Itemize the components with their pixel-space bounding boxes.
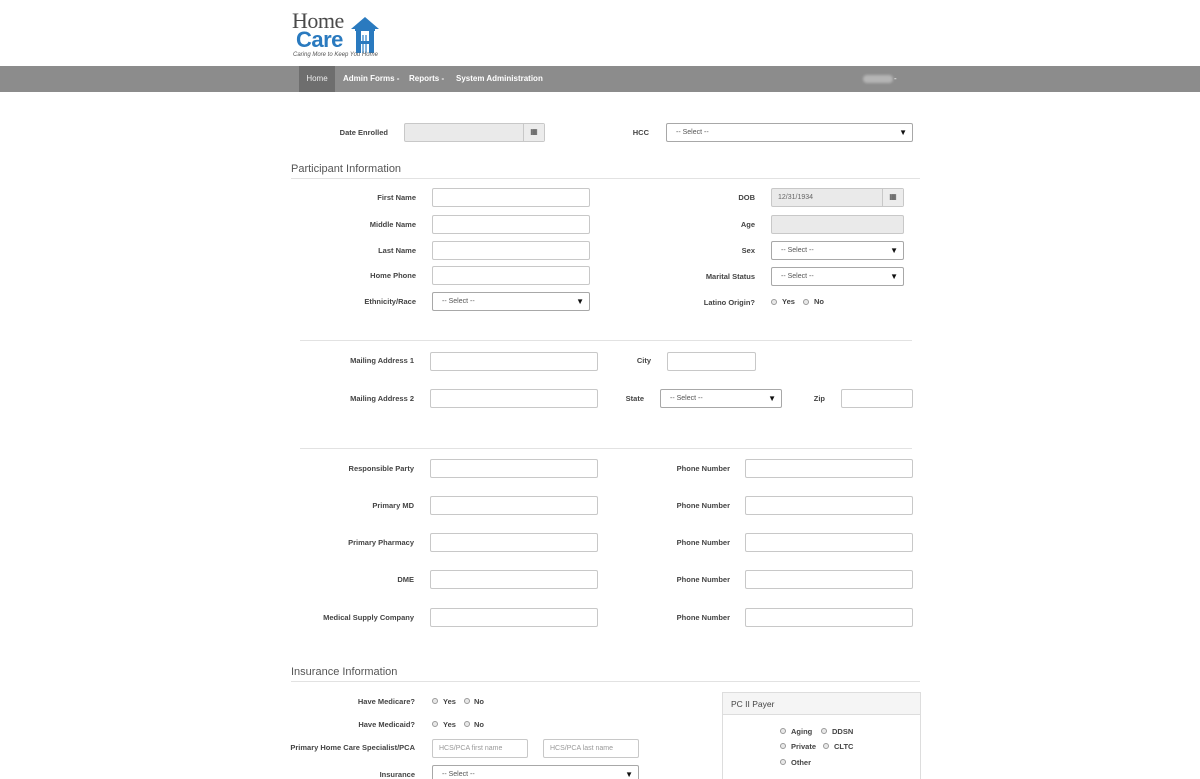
- medical-supply-label: Medical Supply Company: [323, 613, 414, 622]
- hcc-label: HCC: [632, 128, 649, 137]
- dme-phone-input[interactable]: [745, 570, 913, 589]
- nav-admin-forms[interactable]: Admin Forms -: [343, 74, 400, 83]
- home-phone-label: Home Phone: [370, 271, 416, 280]
- primary-pharmacy-label: Primary Pharmacy: [348, 538, 414, 547]
- nav-user-menu[interactable]: [863, 75, 893, 83]
- dob-value: 12/31/1934: [778, 194, 814, 201]
- state-select[interactable]: [660, 389, 782, 408]
- pharmacy-phone-input[interactable]: [745, 533, 913, 552]
- latino-yes-radio[interactable]: [771, 299, 777, 305]
- calendar-icon[interactable]: ▦: [882, 189, 903, 206]
- nav-user-caret[interactable]: -: [894, 74, 897, 83]
- have-medicaid-label: Have Medicaid?: [358, 720, 415, 729]
- medicaid-yes-radio[interactable]: [432, 721, 438, 727]
- calendar-icon[interactable]: ▦: [523, 124, 544, 141]
- divider: [300, 448, 912, 449]
- chevron-down-icon: ▼: [576, 297, 584, 306]
- specialist-last-name-input[interactable]: HCS/PCA last name: [543, 739, 639, 758]
- primary-specialist-label: Primary Home Care Specialist/PCA: [290, 743, 415, 752]
- state-label: State: [625, 394, 644, 403]
- nav-system-administration[interactable]: System Administration: [456, 74, 543, 83]
- first-name-label: First Name: [377, 193, 416, 202]
- dme-phone-label: Phone Number: [676, 575, 730, 584]
- medicaid-no-label: No: [474, 720, 484, 729]
- mailing-address-2-input[interactable]: [430, 389, 598, 408]
- insurance-select[interactable]: [432, 765, 639, 779]
- hcc-select-value: -- Select --: [676, 129, 709, 136]
- specialist-first-name-input[interactable]: HCS/PCA first name: [432, 739, 528, 758]
- payer-aging-label: Aging: [791, 727, 813, 736]
- mailing-address-2-label: Mailing Address 2: [350, 394, 414, 403]
- chevron-down-icon: ▼: [625, 770, 633, 779]
- payer-ddsn-radio[interactable]: [821, 728, 827, 734]
- responsible-phone-label: Phone Number: [676, 464, 730, 473]
- state-select-value: -- Select --: [670, 395, 703, 402]
- marital-status-select[interactable]: [771, 267, 904, 286]
- mailing-address-1-input[interactable]: [430, 352, 598, 371]
- divider: [291, 681, 920, 682]
- ethnicity-select[interactable]: [432, 292, 590, 311]
- last-name-input[interactable]: [432, 241, 590, 260]
- ethnicity-label: Ethnicity/Race: [364, 297, 416, 306]
- responsible-party-input[interactable]: [430, 459, 598, 478]
- middle-name-input[interactable]: [432, 215, 590, 234]
- medicare-yes-label: Yes: [443, 697, 456, 706]
- top-navbar: [0, 66, 1200, 92]
- payer-other-label: Other: [791, 758, 812, 767]
- divider: [300, 340, 912, 341]
- primary-md-input[interactable]: [430, 496, 598, 515]
- pc-ii-payer-panel: [722, 692, 921, 779]
- logo-tagline: Caring More to Keep You Home: [293, 52, 378, 58]
- first-name-input[interactable]: [432, 188, 590, 207]
- latino-origin-label: Latino Origin?: [703, 298, 755, 307]
- pharmacy-phone-label: Phone Number: [676, 538, 730, 547]
- city-input[interactable]: [667, 352, 756, 371]
- medicaid-yes-label: Yes: [443, 720, 456, 729]
- payer-private-radio[interactable]: [780, 743, 786, 749]
- chevron-down-icon: ▼: [768, 394, 776, 403]
- payer-cltc-label: CLTC: [834, 742, 854, 751]
- dme-label: DME: [397, 575, 414, 584]
- payer-ddsn-label: DDSN: [832, 727, 854, 736]
- middle-name-label: Middle Name: [369, 220, 416, 229]
- pc-ii-payer-title: PC II Payer: [723, 693, 920, 715]
- marital-status-select-value: -- Select --: [781, 273, 814, 280]
- sex-select[interactable]: [771, 241, 904, 260]
- dme-input[interactable]: [430, 570, 598, 589]
- payer-private-label: Private: [791, 742, 817, 751]
- date-enrolled-input[interactable]: [404, 123, 545, 142]
- mailing-address-1-label: Mailing Address 1: [350, 356, 414, 365]
- participant-section-title: Participant Information: [291, 163, 402, 175]
- home-phone-input[interactable]: [432, 266, 590, 285]
- marital-status-label: Marital Status: [705, 272, 755, 281]
- city-label: City: [636, 356, 651, 365]
- medicare-yes-radio[interactable]: [432, 698, 438, 704]
- logo-text-home: Home: [292, 8, 344, 33]
- insurance-select-value: -- Select --: [442, 771, 475, 778]
- logo-text-care: Care: [296, 27, 343, 52]
- sex-select-value: -- Select --: [781, 247, 814, 254]
- sex-label: Sex: [741, 246, 755, 255]
- nav-home[interactable]: Home: [299, 66, 335, 92]
- house-icon: [351, 17, 379, 53]
- nav-reports[interactable]: Reports -: [409, 74, 445, 83]
- insurance-label: Insurance: [379, 770, 415, 779]
- last-name-label: Last Name: [378, 246, 416, 255]
- responsible-phone-input[interactable]: [745, 459, 913, 478]
- have-medicare-label: Have Medicare?: [357, 697, 415, 706]
- medicare-no-label: No: [474, 697, 484, 706]
- payer-other-radio[interactable]: [780, 759, 786, 765]
- logo[interactable]: [292, 8, 392, 60]
- age-label: Age: [740, 220, 755, 229]
- dob-input[interactable]: [771, 188, 904, 207]
- latino-yes-label: Yes: [782, 297, 795, 306]
- dob-label: DOB: [738, 193, 755, 202]
- medical-supply-input[interactable]: [430, 608, 598, 627]
- zip-input[interactable]: [841, 389, 913, 408]
- latino-no-radio[interactable]: [803, 299, 809, 305]
- divider: [291, 178, 920, 179]
- chevron-down-icon: ▼: [890, 246, 898, 255]
- latino-no-label: No: [814, 297, 824, 306]
- primary-md-label: Primary MD: [372, 501, 414, 510]
- medicare-no-radio[interactable]: [464, 698, 470, 704]
- responsible-party-label: Responsible Party: [348, 464, 414, 473]
- primary-pharmacy-input[interactable]: [430, 533, 598, 552]
- medical-supply-phone-label: Phone Number: [676, 613, 730, 622]
- ethnicity-select-value: -- Select --: [442, 298, 475, 305]
- primary-md-phone-label: Phone Number: [676, 501, 730, 510]
- zip-label: Zip: [813, 394, 825, 403]
- age-input: [771, 215, 904, 234]
- hcc-select[interactable]: [666, 123, 913, 142]
- chevron-down-icon: ▼: [899, 128, 907, 137]
- medical-supply-phone-input[interactable]: [745, 608, 913, 627]
- insurance-section-title: Insurance Information: [291, 666, 398, 678]
- payer-aging-radio[interactable]: [780, 728, 786, 734]
- date-enrolled-label: Date Enrolled: [339, 128, 388, 137]
- primary-md-phone-input[interactable]: [745, 496, 913, 515]
- medicaid-no-radio[interactable]: [464, 721, 470, 727]
- payer-cltc-radio[interactable]: [823, 743, 829, 749]
- chevron-down-icon: ▼: [890, 272, 898, 281]
